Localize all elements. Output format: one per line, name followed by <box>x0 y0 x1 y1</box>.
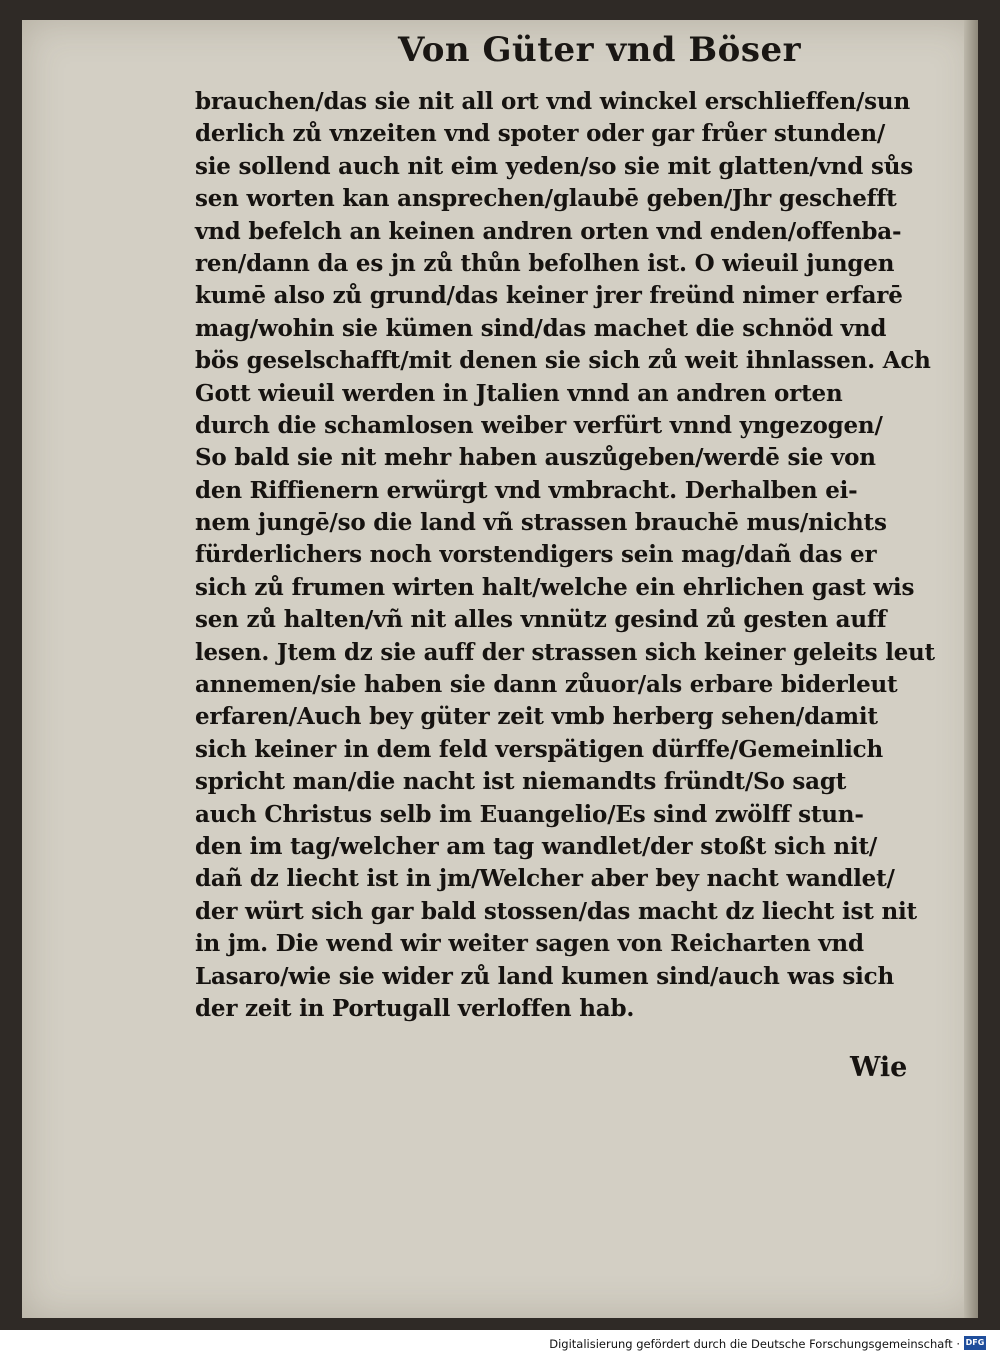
text-line: derlich zů vnzeiten vnd spoter oder gar frůer stunden/ <box>195 120 886 148</box>
text-line: durch die schamlosen weiber verfürt vnnd yngezogen/ <box>195 411 883 439</box>
text-line: sen worten kan ansprechen/glaubē geben/Jhr geschefft <box>195 185 897 213</box>
text-line: sen zů halten/vñ nit alles vnnütz gesind zů gesten auff <box>195 606 887 634</box>
text-line: annemen/sie haben sie dann zůuor/als erbare biderleut <box>195 671 898 699</box>
page-edge <box>964 20 978 1318</box>
text-line: den im tag/welcher am tag wandlet/der stoßt sich nit/ <box>195 832 878 860</box>
text-line: den Riffienern erwürgt vnd vmbracht. Derhalben ei- <box>195 476 858 504</box>
body-text <box>195 86 935 1025</box>
digitization-credit: Digitalisierung gefördert durch die Deutsche Forschungsgemeinschaft · <box>549 1337 960 1351</box>
running-head: Von Güter vnd Böser <box>398 30 802 70</box>
text-line: lesen. Jtem dz sie auff der strassen sich keiner geleits leut <box>195 638 935 666</box>
text-line: Lasaro/wie sie wider zů land kumen sind/auch was sich <box>195 962 894 990</box>
text-line: ren/dann da es jn zů thůn befolhen ist. O wieuil jungen <box>195 249 895 277</box>
dfg-logo: DFG <box>964 1336 986 1350</box>
text-line: fürderlichers noch vorstendigers sein mag/dañ das er <box>195 541 877 569</box>
text-line: So bald sie nit mehr haben auszůgeben/werdē sie von <box>195 444 876 472</box>
text-line: auch Christus selb im Euangelio/Es sind zwölff stun- <box>195 800 864 828</box>
catchword: Wie <box>850 1052 908 1083</box>
text-line: mag/wohin sie kümen sind/das machet die schnöd vnd <box>195 314 887 342</box>
text-line: kumē also zů grund/das keiner jrer freünd nimer erfarē <box>195 282 903 310</box>
text-line: erfaren/Auch bey güter zeit vmb herberg sehen/damit <box>195 703 878 731</box>
text-line: brauchen/das sie nit all ort vnd winckel erschlieffen/sun <box>195 88 910 115</box>
text-line: in jm. Die wend wir weiter sagen von Reicharten vnd <box>195 930 864 958</box>
text-line: sie sollend auch nit eim yeden/so sie mit glatten/vnd sůs <box>195 152 913 180</box>
text-line: spricht man/die nacht ist niemandts fründt/So sagt <box>195 768 847 796</box>
text-line: nem jungē/so die land vñ strassen brauchē mus/nichts <box>195 509 887 537</box>
text-line: bös geselschafft/mit denen sie sich zů weit ihnlassen. Ach <box>195 347 931 375</box>
text-line: dañ dz liecht ist in jm/Welcher aber bey nacht wandlet/ <box>195 865 895 893</box>
text-line: der zeit in Portugall verloffen hab. <box>195 994 635 1022</box>
text-line: Gott wieuil werden in Jtalien vnnd an andren orten <box>195 379 843 407</box>
text-line: vnd befelch an keinen andren orten vnd enden/offenba- <box>195 217 902 245</box>
text-line: sich zů frumen wirten halt/welche ein ehrlichen gast wis <box>195 573 915 601</box>
text-line: der würt sich gar bald stossen/das macht dz liecht ist nit <box>195 897 917 925</box>
text-line: sich keiner in dem feld verspätigen dürffe/Gemeinlich <box>195 735 883 763</box>
